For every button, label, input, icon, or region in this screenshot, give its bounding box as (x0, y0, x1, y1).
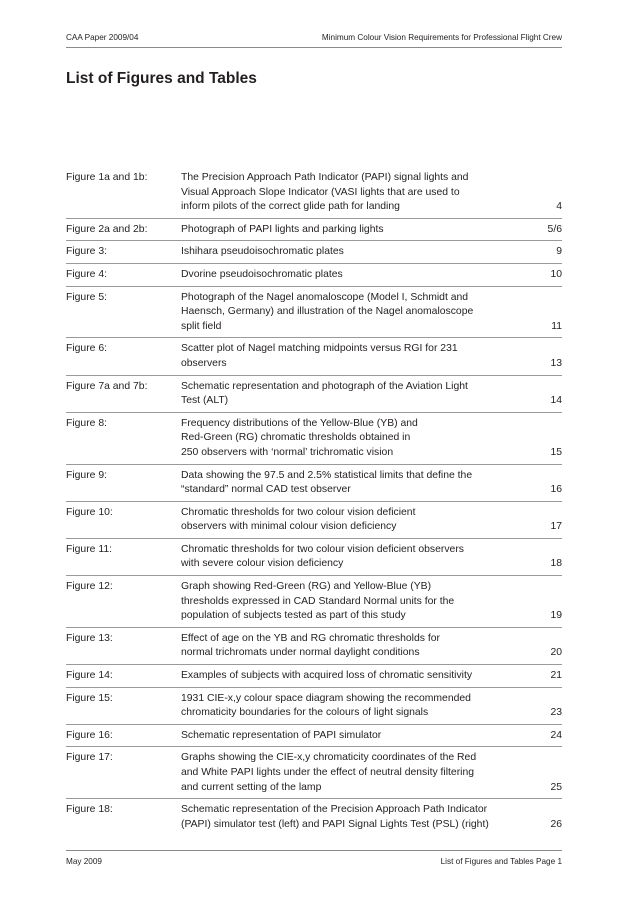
list-item (66, 245, 562, 260)
figure-caption (181, 803, 526, 832)
row-divider (66, 240, 562, 241)
list-item (66, 417, 562, 461)
row-divider (66, 538, 562, 539)
row-divider (66, 687, 562, 688)
list-item (66, 729, 562, 744)
list-item (66, 692, 562, 721)
caption-line: Graphs showing the CIE-x,y chromaticity coordinates of the Red (181, 752, 477, 764)
row-divider (66, 464, 562, 465)
list-item (66, 506, 562, 535)
figure-label: Figure 10: (66, 506, 113, 518)
figure-label: Figure 4: (66, 268, 108, 280)
figure-label: Figure 9: (66, 469, 108, 481)
caption-line: and White PAPI lights under the effect of neutral density filtering (181, 767, 475, 778)
caption-line: Schematic representation and photograph of the Aviation Light (181, 380, 468, 392)
caption-line: (PAPI) simulator test (left) and PAPI Signal Lights Test (PSL) (right) (181, 818, 489, 830)
page-number: 24 (550, 729, 562, 741)
figure-caption (181, 632, 526, 661)
list-item (66, 803, 562, 832)
caption-line: thresholds expressed in CAD Standard Normal units for the (181, 595, 455, 607)
list-item (66, 380, 562, 409)
row-divider (66, 798, 562, 799)
caption-line: Haensch, Germany) and illustration of the Nagel anomaloscope (181, 306, 474, 318)
page-number: 26 (550, 818, 562, 830)
caption-line: Effect of age on the YB and RG chromatic thresholds for (181, 632, 440, 644)
figure-caption (181, 751, 526, 795)
figure-caption (181, 669, 526, 684)
page-number: 11 (551, 320, 562, 332)
caption-line: Visual Approach Slope Indicator (VASI lights that are used to (181, 186, 460, 198)
figure-label: Figure 6: (66, 343, 108, 355)
row-divider (66, 263, 562, 264)
caption-line: split field (181, 320, 222, 332)
list-item (66, 751, 562, 795)
list-item (66, 669, 562, 684)
list-item (66, 291, 562, 335)
list-item (66, 268, 562, 283)
caption-line: inform pilots of the correct glide path for landing (181, 201, 400, 213)
caption-line: and current setting of the lamp (181, 781, 322, 793)
page-number: 25 (550, 781, 562, 793)
figure-label: Figure 12: (66, 581, 113, 593)
caption-line: population of subjects tested as part of this study (181, 610, 406, 622)
page-number: 16 (550, 484, 562, 496)
figure-caption (181, 469, 526, 498)
row-divider (66, 286, 562, 287)
figure-label: Figure 5: (66, 291, 108, 303)
row-divider (66, 375, 562, 376)
header-document-title: Minimum Colour Vision Requirements for Professional Flight Crew (321, 33, 562, 42)
page-number: 18 (550, 558, 562, 570)
caption-line: 1931 CIE-x,y colour space diagram showing the recommended (181, 692, 471, 704)
page-number: 10 (550, 268, 562, 280)
figure-label: Figure 18: (66, 804, 113, 816)
figure-caption (181, 729, 526, 744)
figure-label: Figure 11: (66, 543, 113, 555)
caption-line: with severe colour vision deficiency (181, 558, 344, 570)
footer-rule (66, 850, 562, 851)
footer-page-label: List of Figures and Tables Page 1 (440, 857, 562, 866)
caption-line: Chromatic thresholds for two colour vision deficient observers (181, 543, 464, 555)
caption-line: Schematic representation of the Precision Approach Path Indicator (181, 804, 488, 816)
list-item (66, 632, 562, 661)
figure-label: Figure 13: (66, 632, 113, 644)
figure-label: Figure 2a and 2b: (66, 223, 148, 235)
row-divider (66, 724, 562, 725)
figure-caption (181, 580, 526, 624)
page-number: 19 (550, 610, 562, 622)
header-rule (66, 47, 562, 48)
figure-caption (181, 223, 526, 238)
page-number: 9 (556, 246, 562, 258)
caption-line: Graph showing Red-Green (RG) and Yellow-Blue (YB) (181, 581, 432, 593)
caption-line: Scatter plot of Nagel matching midpoints versus RGI for 231 (181, 343, 458, 355)
caption-line: Photograph of PAPI lights and parking lights (181, 223, 384, 235)
figure-caption (181, 268, 526, 283)
page-number: 17 (550, 521, 562, 533)
figure-caption (181, 692, 526, 721)
caption-line: Schematic representation of PAPI simulator (181, 729, 382, 741)
list-item (66, 342, 562, 371)
caption-line: The Precision Approach Path Indicator (PAPI) signal lights and (181, 172, 469, 183)
page-title: List of Figures and Tables (66, 70, 257, 87)
caption-line: Chromatic thresholds for two colour vision deficient (181, 506, 416, 518)
row-divider (66, 746, 562, 747)
figure-label: Figure 8: (66, 417, 108, 429)
caption-line: Photograph of the Nagel anomaloscope (Model I, Schmidt and (181, 291, 469, 303)
row-divider (66, 218, 562, 219)
figure-caption (181, 417, 526, 461)
caption-line: Ishihara pseudoisochromatic plates (181, 246, 344, 258)
list-item (66, 543, 562, 572)
page-number: 21 (550, 670, 562, 682)
caption-line: Data showing the 97.5 and 2.5% statistical limits that define the (181, 469, 473, 481)
page-number: 15 (550, 446, 562, 458)
figure-caption (181, 380, 526, 409)
figure-label: Figure 15: (66, 692, 113, 704)
row-divider (66, 412, 562, 413)
figure-caption (181, 342, 526, 371)
page-number: 20 (550, 647, 562, 659)
caption-line: observers with minimal colour vision deficiency (181, 521, 397, 533)
figure-label: Figure 7a and 7b: (66, 380, 148, 392)
page-number: 14 (550, 395, 562, 407)
caption-line: 250 observers with ‘normal’ trichromatic vision (181, 446, 394, 458)
footer-date: May 2009 (66, 857, 102, 866)
figure-list (66, 171, 562, 832)
caption-line: normal trichromats under normal daylight conditions (181, 647, 420, 659)
caption-line: Test (ALT) (181, 395, 229, 407)
row-divider (66, 575, 562, 576)
header-paper-id: CAA Paper 2009/04 (66, 33, 139, 42)
figure-caption (181, 543, 526, 572)
list-item (66, 171, 562, 215)
caption-line: observers (181, 357, 227, 369)
row-divider (66, 501, 562, 502)
page-number: 13 (550, 357, 562, 369)
row-divider (66, 627, 562, 628)
caption-line: Dvorine pseudoisochromatic plates (181, 268, 343, 280)
row-divider (66, 337, 562, 338)
caption-line: Frequency distributions of the Yellow-Blue (YB) and (181, 417, 418, 429)
caption-line: Red-Green (RG) chromatic thresholds obtained in (181, 432, 411, 444)
row-divider (66, 664, 562, 665)
list-item (66, 580, 562, 624)
list-item (66, 469, 562, 498)
caption-line: “standard” normal CAD test observer (181, 484, 351, 496)
figure-caption (181, 506, 526, 535)
figure-label: Figure 14: (66, 670, 113, 682)
page-number: 23 (550, 707, 562, 719)
figure-label: Figure 1a and 1b: (66, 172, 148, 183)
list-item (66, 223, 562, 238)
figure-caption (181, 245, 526, 260)
caption-line: chromaticity boundaries for the colours of light signals (181, 707, 429, 719)
page-number: 5/6 (547, 223, 562, 235)
caption-line: Examples of subjects with acquired loss of chromatic sensitivity (181, 670, 473, 682)
figure-label: Figure 17: (66, 752, 113, 764)
figure-caption (181, 171, 526, 215)
figure-label: Figure 3: (66, 246, 108, 258)
figure-label: Figure 16: (66, 729, 113, 741)
figure-caption (181, 291, 526, 335)
page-number: 4 (556, 201, 562, 213)
